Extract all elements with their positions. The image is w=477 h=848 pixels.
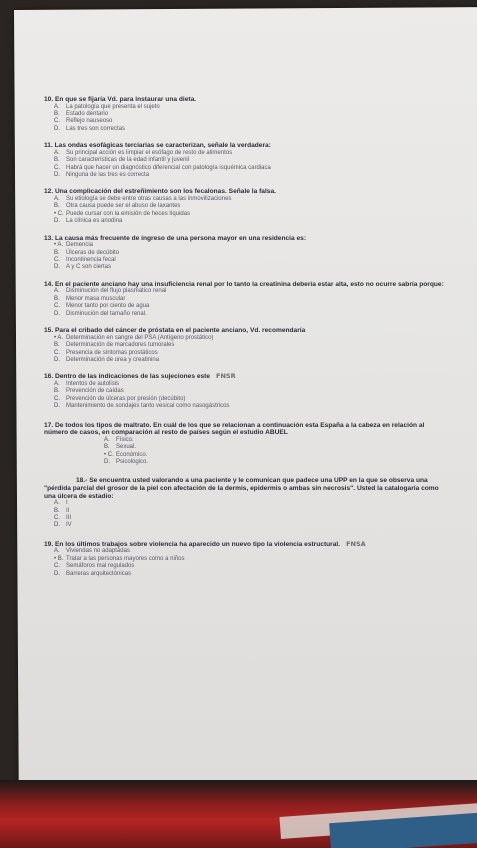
option-a (54, 548, 444, 555)
option-d (54, 311, 444, 318)
option-b (54, 342, 444, 349)
option-text: Reflejo nauseoso (66, 118, 113, 125)
question-title (44, 541, 444, 549)
option-letter: B. (54, 342, 60, 349)
option-c (54, 303, 444, 310)
option-d (54, 126, 444, 133)
option-text: Su etiología se debe entre otras causas a las inmovilizaciones (66, 196, 232, 203)
option-text: Disminución del tamaño renal. (66, 310, 147, 317)
option-text: Intentos de autolisis (66, 380, 120, 387)
question-title: 13. La causa más frecuente de ingreso de una persona mayor en una residencia es: (44, 234, 307, 242)
option-letter: C. (54, 395, 60, 402)
option-text: Físico. (116, 436, 134, 443)
option-letter: C. (54, 118, 60, 125)
option-d (54, 264, 444, 271)
option-letter: • A. (54, 334, 64, 341)
question-12 (44, 188, 444, 225)
option-letter: D. (54, 125, 60, 132)
option-letter: A. (54, 196, 60, 203)
option-b (54, 508, 444, 515)
option-c (54, 350, 444, 357)
option-c (104, 452, 444, 459)
option-letter: A. (54, 380, 60, 387)
option-letter: D. (54, 522, 60, 529)
question-17 (44, 422, 444, 467)
option-c (54, 211, 444, 218)
option-text: Determinación de marcadores tumorales (66, 342, 175, 349)
question-13 (44, 235, 444, 272)
question-title: 10. En que se fijaría Vd. para instaurar una dieta. (44, 96, 197, 103)
option-letter: A. (54, 500, 60, 507)
option-letter: B. (54, 507, 60, 514)
option-letter: C. (54, 563, 60, 570)
option-text: Viviendas no adaptadas (66, 548, 130, 555)
option-text: IV (66, 522, 72, 529)
option-a (54, 242, 444, 249)
option-letter: D. (104, 458, 110, 465)
question-10 (44, 96, 444, 133)
option-text: Determinación en sangre del PSA (Antígeno prostático) (66, 334, 214, 341)
question-19 (44, 541, 444, 578)
option-text: Tratar a las personas mayores como a niños (66, 555, 185, 562)
option-b (54, 157, 444, 164)
option-text: Ninguna de las tres es correcta (66, 172, 150, 179)
option-b (54, 388, 444, 395)
option-text: Prevención de caídas (66, 388, 124, 395)
question-title: 18.- Se encuentra usted valorando a una paciente y le comunican que padece una UPP en la que se observa una "pérdida parcial del grosor de la piel con afectación de la dermis, epidermis o ambas sin necrosis". Usted la catalogaría como una úlcera de estadio: (44, 477, 439, 500)
option-a (54, 500, 444, 507)
option-text: La clínica es anodina (66, 218, 123, 225)
option-letter: A. (104, 436, 110, 443)
option-text: Prevención de úlceras por presión (decúbito) (66, 395, 186, 402)
question-16 (44, 373, 444, 410)
option-letter: D. (54, 403, 60, 410)
option-text: Incontinencia fecal (66, 257, 116, 264)
option-text: Estado dentario (66, 111, 109, 117)
option-d (54, 357, 444, 364)
question-title: 15. Para el cribado del cáncer de próstata en el paciente anciano, Vd. recomendaría (44, 327, 306, 335)
option-text: Las tres son correctas (66, 125, 126, 132)
question-title: 17. De todos los tipos de maltrato. En cuál de los que se relacionan a continuación esta España a la cabeza en relación al número de casos, en comparación al resto de países según el estudio ABUEL (44, 421, 425, 437)
option-text: A y C son ciertas (66, 264, 112, 271)
option-letter: D. (54, 310, 60, 317)
option-text: Semáforos mal regulados (66, 563, 135, 570)
option-d (54, 218, 444, 225)
option-text: Barreras arquitectónicas (66, 570, 132, 577)
option-a (104, 437, 444, 444)
option-b (54, 203, 444, 210)
option-letter: C. (54, 514, 60, 521)
option-letter: C. (54, 164, 60, 171)
option-letter: A. (54, 149, 60, 156)
option-letter: B. (54, 295, 60, 302)
option-letter: A. (54, 548, 60, 555)
option-letter: C. (54, 349, 60, 356)
option-text: Disminución del flujo plasmático renal (66, 288, 167, 295)
option-b (54, 250, 444, 257)
option-letter: • B. (54, 555, 64, 562)
handwritten-note: FNSR (216, 372, 236, 381)
option-text: Psicológico. (116, 458, 149, 465)
option-letter: D. (54, 356, 60, 363)
exam-content (44, 96, 444, 587)
option-text: Sexual. (116, 444, 137, 451)
option-text: Habrá que hacer un diagnóstico diferencial con patología isquémica cardiaca (66, 164, 271, 171)
question-14 (44, 281, 444, 318)
option-letter: D. (54, 264, 60, 271)
option-letter: B. (54, 388, 60, 395)
option-text: Otra causa puede ser el abuso de laxantes (66, 203, 181, 210)
option-text: Son características de la edad infantil y juvenil (66, 157, 190, 164)
option-letter: • A. (54, 242, 64, 249)
option-text: I (66, 500, 68, 507)
option-c (54, 257, 444, 264)
question-title: 11. Las ondas esofágicas terciarias se caracterizan, señale la verdadera: (44, 142, 271, 150)
option-a (54, 196, 444, 203)
option-letter: D. (54, 218, 60, 225)
option-letter: B. (104, 444, 110, 451)
option-d (54, 403, 444, 410)
question-15 (44, 327, 444, 364)
option-b (54, 556, 444, 563)
option-c (54, 165, 444, 172)
option-c (54, 563, 444, 570)
option-text: Úlceras de decúbito (66, 249, 120, 256)
option-text: Determinación de urea y creatinina (66, 356, 160, 363)
option-d (54, 172, 444, 179)
option-d (54, 522, 444, 529)
question-title: 14. En el paciente anciano hay una insuficiencia renal por lo tanto la creatinina debería estar alta, esto no ocurre sabría porque: (44, 280, 444, 288)
question-title-text: 19. En los últimos trabajos sobre violencia ha aparecido un nuevo tipo la violencia estructural. (44, 540, 341, 548)
option-text: Mantenimiento de sondajes tanto vesical como nasogástricos (66, 403, 230, 410)
option-letter: A. (54, 103, 60, 110)
option-letter: B. (54, 203, 60, 210)
option-text: II (66, 507, 70, 514)
option-text: Económico. (116, 451, 148, 458)
option-c (54, 515, 444, 522)
question-18 (44, 477, 444, 529)
option-d (104, 459, 444, 466)
option-text: Menor tanto por ciento de agua (66, 303, 150, 310)
option-letter: D. (54, 172, 60, 179)
option-letter: A. (54, 288, 60, 295)
handwritten-note: FNSA (346, 539, 366, 548)
option-a (54, 288, 444, 295)
option-text: Puede cursar con la emisión de heces líquidas (66, 210, 191, 217)
option-letter: C. (54, 303, 60, 310)
option-letter: B. (54, 157, 60, 164)
option-text: III (66, 514, 72, 521)
option-d (54, 571, 444, 578)
question-title (44, 373, 444, 381)
option-letter: B. (54, 249, 60, 256)
option-a (54, 381, 444, 388)
question-title-text: 16. Dentro de las indicaciones de las sujeciones este (44, 373, 211, 381)
option-text: Presencia de síntomas prostáticos (66, 349, 158, 356)
option-text: Demencia (66, 242, 94, 249)
option-a (54, 104, 444, 111)
option-b (54, 111, 444, 118)
question-title: 12. Una complicación del estreñimiento son los fecalonas. Señale la falsa. (44, 188, 276, 196)
option-text: La patología que presenta el sujeto (66, 103, 160, 110)
option-text: Su principal acción es limpiar el esófago de resto de alimentos (66, 149, 233, 156)
option-a (54, 335, 444, 342)
option-letter: D. (54, 570, 60, 577)
background-fabric (0, 780, 477, 848)
option-b (54, 296, 444, 303)
option-c (54, 396, 444, 403)
option-c (54, 118, 444, 125)
option-letter: • C. (104, 451, 114, 458)
option-b (104, 444, 444, 451)
option-letter: C. (54, 257, 60, 264)
option-a (54, 150, 444, 157)
option-text: Menor masa muscular (66, 295, 126, 302)
option-letter: • C. (54, 210, 64, 217)
option-letter: B. (54, 111, 60, 117)
question-11 (44, 142, 444, 179)
